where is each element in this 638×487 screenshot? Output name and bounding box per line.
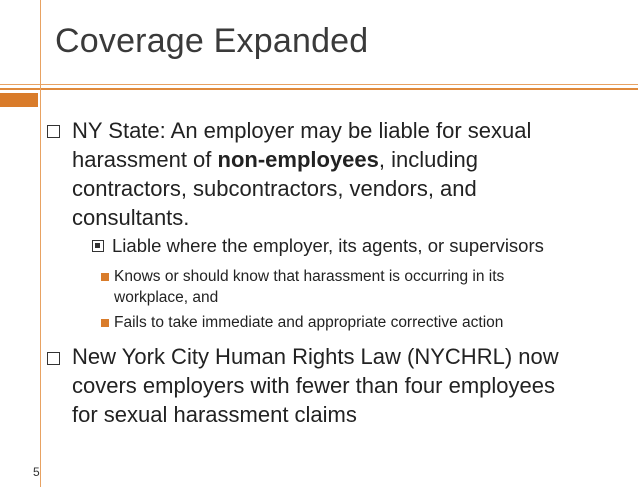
title-rule-bottom: [0, 88, 638, 90]
bullet-nychrl: [72, 342, 559, 429]
orange-square-bullet-icon: [101, 273, 109, 281]
bullet-line: NY State: An employer may be liable for sexual: [72, 118, 532, 143]
bullet-line: Liable where the employer, its agents, or supervisors: [112, 235, 544, 256]
bullet-line: workplace, and: [114, 289, 219, 306]
accent-bar: [0, 93, 38, 107]
bullet-line: for sexual harassment claims: [72, 402, 357, 427]
bullet-line: Knows or should know that harassment is occurring in its: [114, 268, 505, 285]
bullet-line: [72, 145, 531, 174]
filled-square-bullet-icon: [92, 240, 104, 252]
vertical-rule: [40, 0, 41, 487]
bullet-text: , including: [378, 147, 478, 172]
square-bullet-icon: [47, 352, 60, 365]
slide-number: 5: [33, 465, 40, 479]
bullet-line: covers employers with fewer than four employees: [72, 373, 555, 398]
bullet-ny-state: [72, 116, 531, 232]
emphasis-text: non-employees: [217, 147, 379, 172]
orange-square-bullet-icon: [101, 319, 109, 327]
bullet-liable: [112, 234, 544, 258]
bullet-line: Fails to take immediate and appropriate corrective action: [114, 314, 504, 331]
square-bullet-icon: [47, 125, 60, 138]
bullet-line: contractors, subcontractors, vendors, and: [72, 176, 477, 201]
bullet-fails: [114, 312, 503, 333]
slide-title: Coverage Expanded: [55, 22, 369, 60]
bullet-line: consultants.: [72, 205, 190, 230]
bullet-knows: [114, 266, 504, 308]
bullet-line: New York City Human Rights Law (NYCHRL) now: [72, 344, 559, 369]
bullet-text: harassment of: [72, 147, 218, 172]
title-rule-top: [0, 84, 638, 85]
